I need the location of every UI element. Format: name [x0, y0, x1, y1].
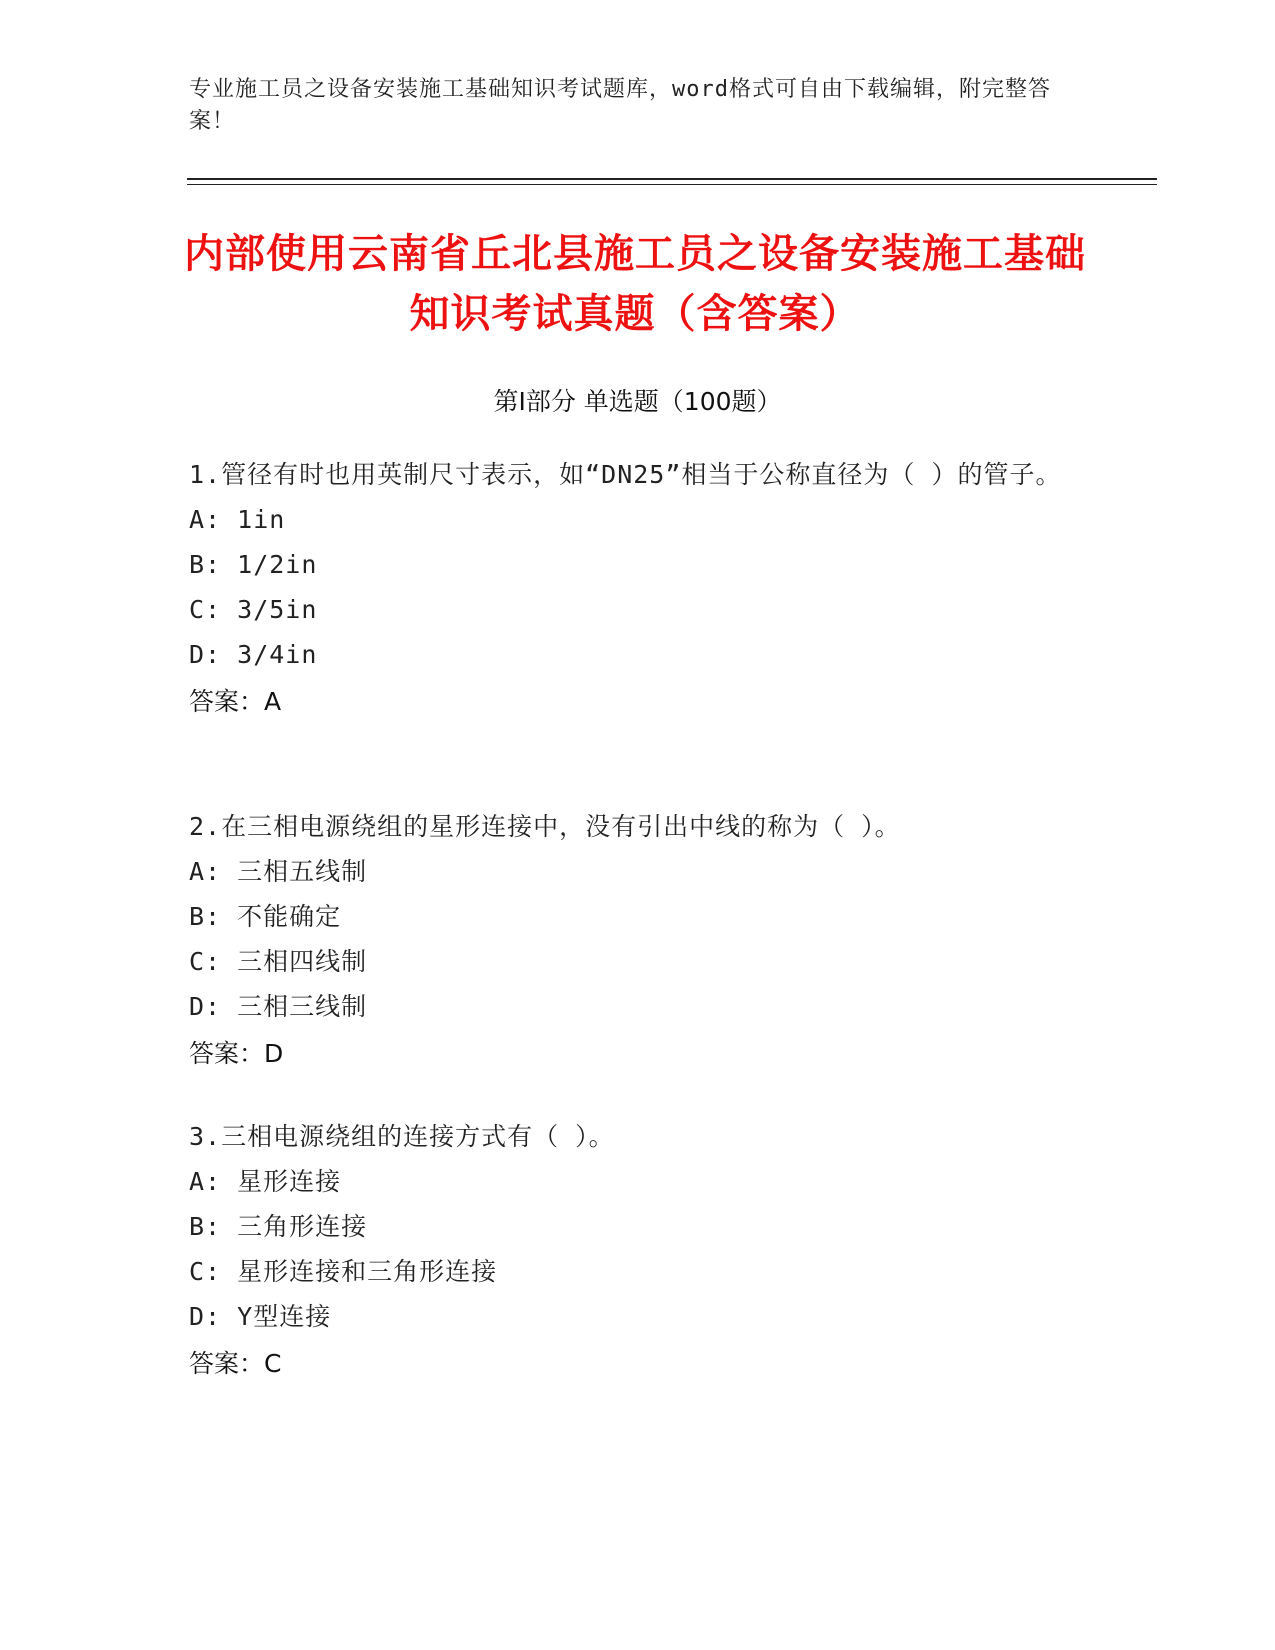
option-d: D: Y型连接 — [189, 1302, 332, 1331]
option-d: D: 三相三线制 — [189, 992, 368, 1021]
header-note: 专业施工员之设备安装施工基础知识考试题库，word格式可自由下载编辑，附完整答案！ — [189, 77, 1051, 134]
option-c: C: 3/5in — [189, 595, 318, 624]
header-divider-thin — [187, 184, 1157, 185]
option-c: C: 星形连接和三角形连接 — [189, 1257, 498, 1286]
answer: 答案：C — [189, 1349, 282, 1378]
option-a: A: 星形连接 — [189, 1167, 342, 1196]
answer: 答案：D — [189, 1039, 284, 1068]
document-title: 内部使用云南省丘北县施工员之设备安装施工基础知识考试真题（含答案） — [184, 231, 1086, 337]
option-b: B: 三角形连接 — [189, 1212, 368, 1241]
option-b: B: 1/2in — [189, 550, 318, 579]
header-divider-thick — [187, 178, 1157, 180]
question-1 — [189, 452, 1089, 724]
question-text: 2.在三相电源绕组的星形连接中，没有引出中线的称为（ ）。 — [189, 812, 901, 841]
answer: 答案：A — [189, 687, 282, 716]
question-3 — [189, 1114, 1089, 1386]
section-heading: 第Ⅰ部分 单选题（100题） — [493, 387, 782, 416]
option-b: B: 不能确定 — [189, 902, 342, 931]
option-d: D: 3/4in — [189, 640, 318, 669]
question-2 — [189, 804, 1089, 1076]
question-text: 1.管径有时也用英制尺寸表示，如“DN25”相当于公称直径为（ ）的管子。 — [189, 460, 1062, 489]
question-text: 3.三相电源绕组的连接方式有（ ）。 — [189, 1122, 615, 1151]
option-a: A: 三相五线制 — [189, 857, 368, 886]
option-a: A: 1in — [189, 505, 286, 534]
option-c: C: 三相四线制 — [189, 947, 368, 976]
